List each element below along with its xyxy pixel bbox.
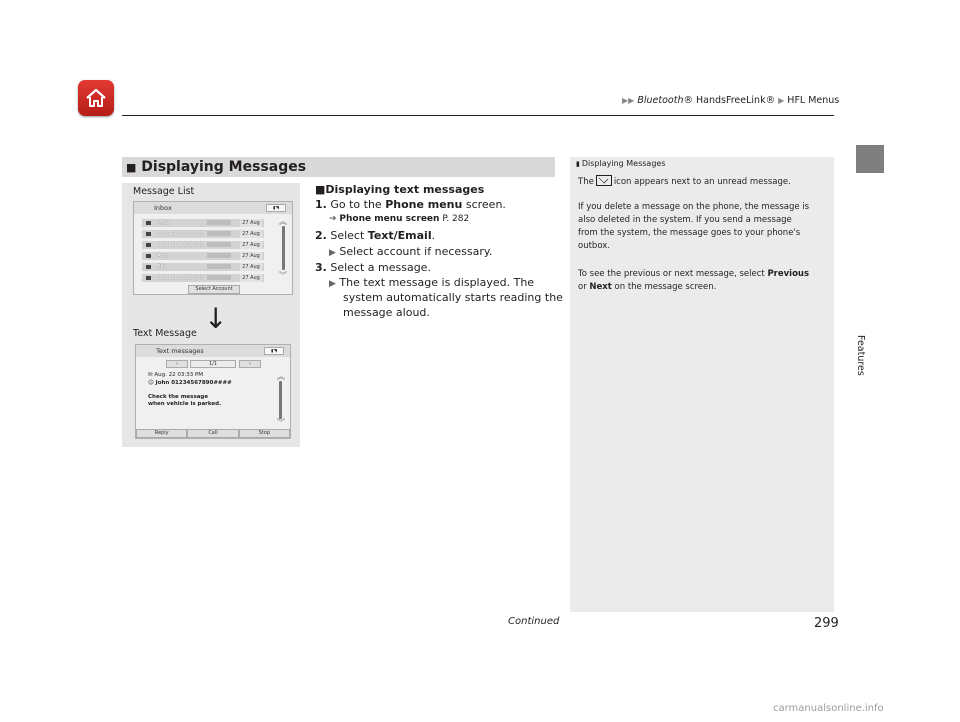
list-item[interactable]: Elie 27 Aug <box>142 263 264 271</box>
home-button[interactable] <box>78 80 114 116</box>
notes-paragraph: To see the previous or next message, select Previous or Next on the message screen. <box>578 269 810 292</box>
step-3-result: ▶ The text message is displayed. The <box>329 276 535 289</box>
breadcrumb-item-bluetooth[interactable]: Bluetooth <box>637 95 684 106</box>
down-arrow-icon: ↓ <box>204 302 228 335</box>
list-item[interactable]: Ann 27 Aug <box>142 252 264 260</box>
unread-envelope-icon <box>596 175 612 186</box>
scroll-down-icon[interactable]: ︾ <box>277 418 285 427</box>
breadcrumb <box>622 95 839 106</box>
inbox-screen <box>133 201 293 295</box>
step-3: 3. Select a message. <box>315 261 431 274</box>
result-arrow-icon: ▶ <box>329 279 336 289</box>
phone-status-icon: ▮◥ <box>264 347 284 355</box>
previous-button[interactable]: ‹ <box>166 360 188 368</box>
step-3-result-line: message aloud. <box>343 306 430 319</box>
notes-paragraph: The icon appears next to an unread message. <box>578 177 791 187</box>
phone-menu-screen-reference[interactable]: ➔ Phone menu screen P. 282 <box>329 214 470 224</box>
message-body-line: Check the message <box>148 394 209 400</box>
stop-button[interactable]: Stop <box>239 429 290 438</box>
reference-arrow-icon: ➔ <box>329 214 337 224</box>
step-2: 2. Select Text/Email. <box>315 229 436 242</box>
step-3-result-line: system automatically starts reading the <box>343 291 563 304</box>
message-title-bar <box>136 345 290 357</box>
envelope-icon <box>146 254 151 258</box>
inbox-title: Inbox <box>154 204 172 212</box>
notes-heading: ▮ Displaying Messages <box>576 159 666 168</box>
next-button[interactable]: › <box>239 360 261 368</box>
section-square-icon: ■ <box>126 161 137 174</box>
page-number: 299 <box>814 616 839 631</box>
scrollbar[interactable] <box>279 381 282 419</box>
watermark: carmanualsonline.info <box>773 703 884 714</box>
notes-panel <box>570 157 834 612</box>
message-list-label: Message List <box>133 186 195 197</box>
select-account-button[interactable]: Select Account <box>188 285 240 294</box>
message-action-bar <box>136 429 290 438</box>
continued-label: Continued <box>508 616 560 627</box>
call-button[interactable]: Call <box>187 429 238 438</box>
steps-subheading: ■Displaying text messages <box>315 183 485 196</box>
reply-button[interactable]: Reply <box>136 429 187 438</box>
scroll-down-icon[interactable]: ︾ <box>279 271 287 280</box>
side-tab-marker <box>856 145 884 173</box>
step-2-result: ▶ Select account if necessary. <box>329 245 493 258</box>
message-body-line: when vehicle is parked. <box>148 401 222 407</box>
scroll-up-icon[interactable]: ︽ <box>277 372 285 381</box>
breadcrumb-item-handsfreelink[interactable]: ® HandsFreeLink® <box>683 95 776 106</box>
scrollbar[interactable] <box>282 226 285 270</box>
text-message-screen <box>135 344 291 439</box>
list-item[interactable]: 1 1 1 0 2 2 8 8 8 27 Aug <box>142 230 264 238</box>
person-icon: ☺ <box>148 380 156 386</box>
note-marker-icon: ▮ <box>576 160 580 168</box>
envelope-icon <box>146 265 151 269</box>
breadcrumb-item-hfl-menus[interactable]: HFL Menus <box>787 95 840 106</box>
breadcrumb-arrow-icon: ▶ <box>778 96 785 105</box>
side-tab-label: Features <box>855 335 866 376</box>
step-1: 1. Go to the Phone menu screen. <box>315 198 506 211</box>
envelope-icon: ✉ <box>148 372 155 378</box>
page-indicator: 1/1 <box>190 360 236 368</box>
header-rule <box>122 115 834 116</box>
envelope-icon <box>146 221 151 225</box>
inbox-title-bar <box>134 202 292 214</box>
subhead-square-icon: ■ <box>315 183 326 196</box>
breadcrumb-arrow-icon: ▶▶ <box>622 96 635 105</box>
result-arrow-icon: ▶ <box>329 248 336 258</box>
section-title <box>122 157 555 177</box>
text-message-label: Text Message <box>133 328 197 339</box>
list-item[interactable]: 1 1 1 0 1 2 8 8 8 27 Aug <box>142 241 264 249</box>
section-title-text: Displaying Messages <box>141 159 307 175</box>
home-icon <box>84 86 108 110</box>
message-screen-title: Text messages <box>156 347 204 355</box>
phone-status-icon: ▮◥ <box>266 204 286 212</box>
envelope-icon <box>146 276 151 280</box>
notes-paragraph: If you delete a message on the phone, the message is also deleted in the system. If you send a message from the system, the message goes to your phone's outbox. <box>578 202 810 251</box>
scroll-up-icon[interactable]: ︽ <box>279 217 287 226</box>
message-sender: ☺ John 01234567890#### <box>148 380 232 386</box>
list-item[interactable]: 1 1 1 0 2 2 8 8 8 27 Aug <box>142 274 264 282</box>
list-item[interactable]: Mike 27 Aug <box>142 219 264 227</box>
envelope-icon <box>146 232 151 236</box>
message-date: ✉ Aug. 22 03:33 PM <box>148 372 204 378</box>
envelope-icon <box>146 243 151 247</box>
